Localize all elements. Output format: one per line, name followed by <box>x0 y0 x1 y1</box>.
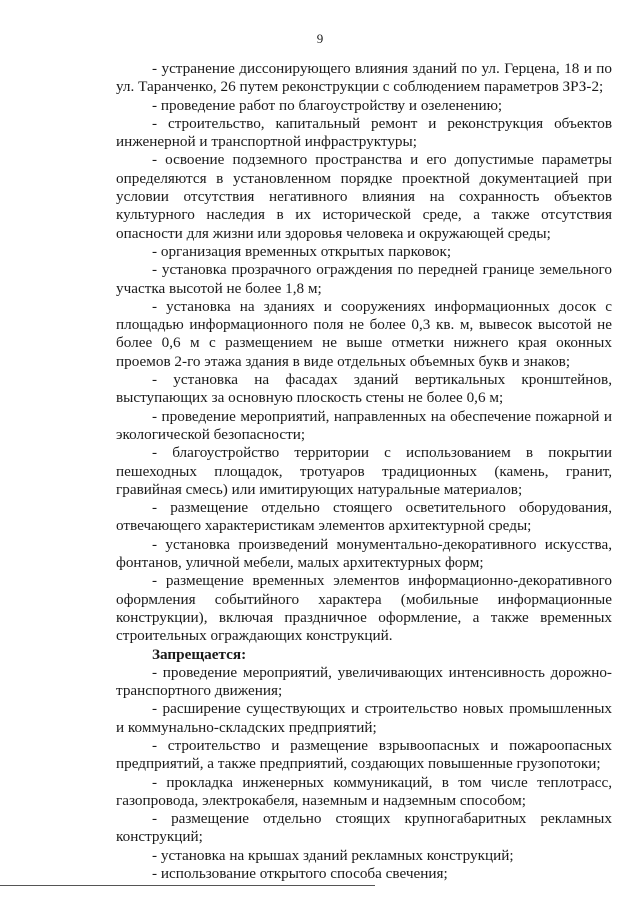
list-item: - проведение мероприятий, увеличивающих интенсивность дорожно-транспортного движения; <box>116 663 612 700</box>
list-item: - размещение отдельно стоящего осветительного оборудования, отвечающего характеристикам элементов архитектурной среды; <box>116 499 612 535</box>
list-item: - использование открытого способа свечения; <box>152 865 448 883</box>
list-item: - освоение подземного пространства и его допустимые параметры определяются в установленном порядке проектной документацией при условии отсутствия негативного влияния на сохранность объектов культурного наследия в их исторической среде, а также отсутствия опасности для жизни или здоровья человека и окружающей среды; <box>116 151 612 242</box>
document-body <box>116 60 612 883</box>
page-number: 9 <box>316 31 324 46</box>
list-item: - проведение мероприятий, направленных на обеспечение пожарной и экологической безопасности; <box>116 407 612 443</box>
list-item: - прокладка инженерных коммуникаций, в том числе теплотрасс, газопровода, электрокабеля, наземным и надземным способом; <box>116 773 612 809</box>
list-item: - установка на фасадах зданий вертикальных кронштейнов, выступающих за основную плоскость стены не более 0,6 м; <box>116 371 612 407</box>
list-item: - установка прозрачного ограждения по передней границе земельного участка высотой не более 1,8 м; <box>116 261 612 297</box>
list-item: - установка на крышах зданий рекламных конструкций; <box>152 846 514 864</box>
list-item: - проведение работ по благоустройству и озеленению; <box>152 96 503 114</box>
section-heading-prohibited: Запрещается: <box>152 645 247 663</box>
list-item: - установка произведений монументально-декоративного искусства, фонтанов, уличной мебели, малых архитектурных форм; <box>116 535 612 572</box>
list-item: - размещение временных элементов информационно-декоративного оформления событийного характера (мобильные информационные конструкции), включая праздничное оформление, а также временных строительных ограждающих конструкций. <box>116 572 612 645</box>
list-item: - расширение существующих и строительство новых промышленных и коммунально-складских предприятий; <box>116 700 612 736</box>
list-item: - установка на зданиях и сооружениях информационных досок с площадью информационного поля не более 0,3 кв. м, вывесок высотой не более 0,6 м с размещением не выше отметки нижнего края оконных проемов 2-го этажа здания в виде отдельных объемных букв и знаков; <box>116 297 612 370</box>
list-item: - строительство и размещение взрывоопасных и пожароопасных предприятий, а также предприятий, создающих повышенные грузопотоки; <box>116 736 612 773</box>
list-item: - размещение отдельно стоящих крупногабаритных рекламных конструкций; <box>116 810 612 846</box>
list-item: - благоустройство территории с использованием в покрытии пешеходных площадок, тротуаров традиционных (камень, гранит, гравийная смесь) или имитирующих натуральные материалов; <box>116 444 612 498</box>
footer-divider <box>0 885 375 886</box>
list-item: - устранение диссонирующего влияния зданий по ул. Герцена, 18 и по ул. Таранченко, 26 путем реконструкции с соблюдением параметров ЗРЗ-2; <box>116 60 612 96</box>
list-item: - организация временных открытых парковок; <box>152 242 452 260</box>
list-item: - строительство, капитальный ремонт и реконструкция объектов инженерной и транспортной инфраструктуры; <box>116 114 612 151</box>
